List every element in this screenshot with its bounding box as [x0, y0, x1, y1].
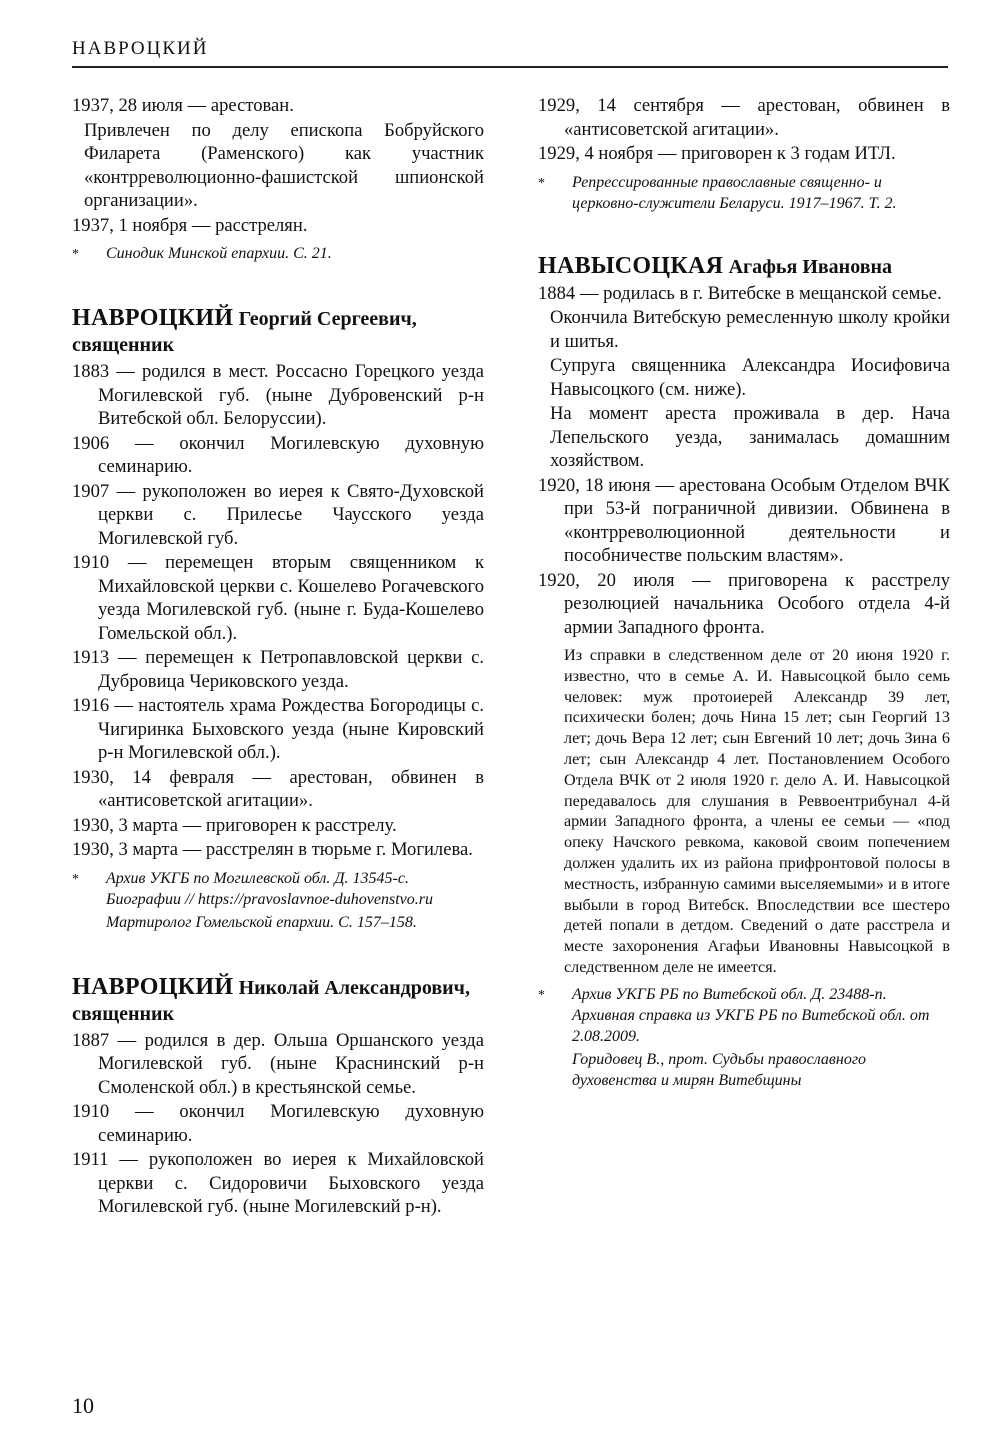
- note: Супруга священника Александра Иосифовича Навысоцкого (см. ниже).: [550, 355, 950, 400]
- entry-given-name: Николай Александрович, священник: [72, 976, 470, 1025]
- source-marker: *: [72, 247, 79, 262]
- spacer: [72, 933, 484, 975]
- entry-title: [72, 975, 484, 1027]
- event: 1929, 14 сентября — арестован, обвинен в «антисоветской агитации».: [538, 95, 950, 140]
- entry-given-name: Агафья Ивановна: [728, 255, 893, 278]
- event: 1929, 4 ноября — приговорен к 3 годам ИТЛ.: [538, 143, 896, 164]
- page-number: 10: [72, 1393, 94, 1418]
- source-block: [538, 984, 950, 1091]
- entry-surname: НАВЫСОЦКАЯ: [538, 252, 724, 279]
- event: 1937, 1 ноября — расстрелян.: [72, 214, 308, 236]
- note: Привлечен по делу епископа Бобруйского Филарета (Раменского) как участник «контрреволюционно-фашистской шпионской организации».: [84, 119, 484, 211]
- event: 1910 — окончил Могилевскую духовную семинарию.: [72, 1101, 484, 1146]
- right-column: [538, 94, 950, 1091]
- entry-surname: НАВРОЦКИЙ: [72, 973, 234, 1000]
- entry-title: [72, 306, 484, 358]
- event: 1930, 14 февраля — арестован, обвинен в «антисоветской агитации».: [72, 766, 484, 811]
- source-block: [72, 868, 484, 933]
- event: 1883 — родился в мест. Россасно Горецкого уезда Могилевской губ. (ныне Дубровенский р-н Витебской обл. Белоруссии).: [72, 361, 484, 429]
- spacer: [538, 214, 950, 254]
- note: Окончила Витебскую ремесленную школу кройки и шитья.: [550, 307, 950, 352]
- event: 1930, 3 марта — приговорен к расстрелу.: [72, 814, 397, 836]
- event: 1920, 20 июля — приговорена к расстрелу резолюцией начальника Особого отдела 4-й армии Западного фронта.: [538, 569, 950, 638]
- event: 1887 — родился в дер. Ольша Оршанского уезда Могилевской губ. (ныне Краснинский р-н Смоленской обл.) в крестьянской семье.: [72, 1029, 484, 1098]
- source-ref: Горидовец В., прот. Судьбы православного духовенства и мирян Витебщины: [572, 1050, 867, 1089]
- source-ref: Архив УКГБ РБ по Витебской обл. Д. 23488-п. Архивная справка из УКГБ РБ по Витебской обл. от 2.08.2009.: [572, 985, 930, 1045]
- source-block: [72, 243, 484, 264]
- event: 1910 — перемещен вторым священником к Михайловской церкви с. Кошелево Рогачевского уезда Могилевской губ. (ныне г. Буда-Кошелево Гомельской обл.).: [72, 552, 484, 644]
- event: 1920, 18 июня — арестована Особым Отделом ВЧК при 53-й пограничной дивизии. Обвинена в «контрреволюционной деятельности и пособничестве польским властям».: [538, 474, 950, 566]
- event: 1937, 28 июля — арестован.: [72, 95, 294, 116]
- event: 1916 — настоятель храма Рождества Богородицы с. Чигиринка Быховского уезда (ныне Кировский р-н Могилевской обл.).: [72, 695, 484, 763]
- event: 1913 — перемещен к Петропавловской церкви с. Дубровица Чериковского уезда.: [72, 647, 484, 692]
- source-ref: Архив УКГБ по Могилевской обл. Д. 13545-с. Биографии // https://pravoslavnoe-duhovenstvo.ru: [106, 869, 433, 908]
- source-ref: Мартиролог Гомельской епархии. С. 157–158.: [106, 913, 417, 931]
- event: 1907 — рукоположен во иерея к Свято-Духовской церкви с. Прилесье Чаусского уезда Могилевской губ.: [72, 480, 484, 549]
- source-marker: *: [72, 871, 79, 887]
- event: 1906 — окончил Могилевскую духовную семинарию.: [72, 432, 484, 477]
- note: На момент ареста проживала в дер. Нача Лепельского уезда, занималась домашним хозяйством.: [550, 403, 950, 471]
- entry-surname: НАВРОЦКИЙ: [72, 305, 234, 331]
- detail-paragraph: Из справки в следственном деле от 20 июня 1920 г. известно, что в семье А. И. Навысоцкой было семь человек: муж протоиерей Александр 39 лет, психически болен; дочь Нина 15 лет; сын Георгий 13 лет; дочь Вера 12 лет; сын Евгений 10 лет; дочь Зина 6 лет; сын Александр 4 лет. Постановлением Особого Отдела ВЧК от 2 июля 1920 г. дело А. И. Навысоцкой передавалось для слушания в Реввоентрибунал 4-й армии Западного фронта, а члены ее семьи — «под опеку Начского ревкома, каковой своим попечением должен удалить их из района прифронтовой полосы в местность, избранную самими выселяемыми» и в итоге выбыли в город Витебск. Впоследствии все шестеро детей попали в детдом. Сведений о дате расстрела и месте захоронения Агафьи Ивановны Навысоцкой в следственном деле не имеется.: [564, 646, 950, 976]
- entry-title: [538, 254, 950, 280]
- running-head: НАВРОЦКИЙ: [72, 38, 209, 59]
- source-block: [538, 172, 950, 214]
- event: 1930, 3 марта — расстрелян в тюрьме г. Могилева.: [72, 839, 473, 860]
- spacer: [72, 264, 484, 306]
- source-marker: *: [538, 175, 545, 191]
- source-marker: *: [538, 987, 545, 1003]
- header-rule: [72, 66, 948, 68]
- source-ref: Синодик Минской епархии. С. 21.: [106, 245, 332, 262]
- source-ref: Репрессированные православные священно- и церковно-служители Беларуси. 1917–1967. Т. 2.: [572, 173, 897, 212]
- left-column: [72, 94, 484, 1220]
- event: 1911 — рукоположен во иерея к Михайловской церкви с. Сидоровичи Быховского уезда Могилевской губ. (ныне Могилевский р-н).: [72, 1149, 484, 1217]
- entry-given-name: Георгий Сергеевич, священник: [72, 308, 417, 356]
- event: 1884 — родилась в г. Витебске в мещанской семье.: [538, 282, 942, 304]
